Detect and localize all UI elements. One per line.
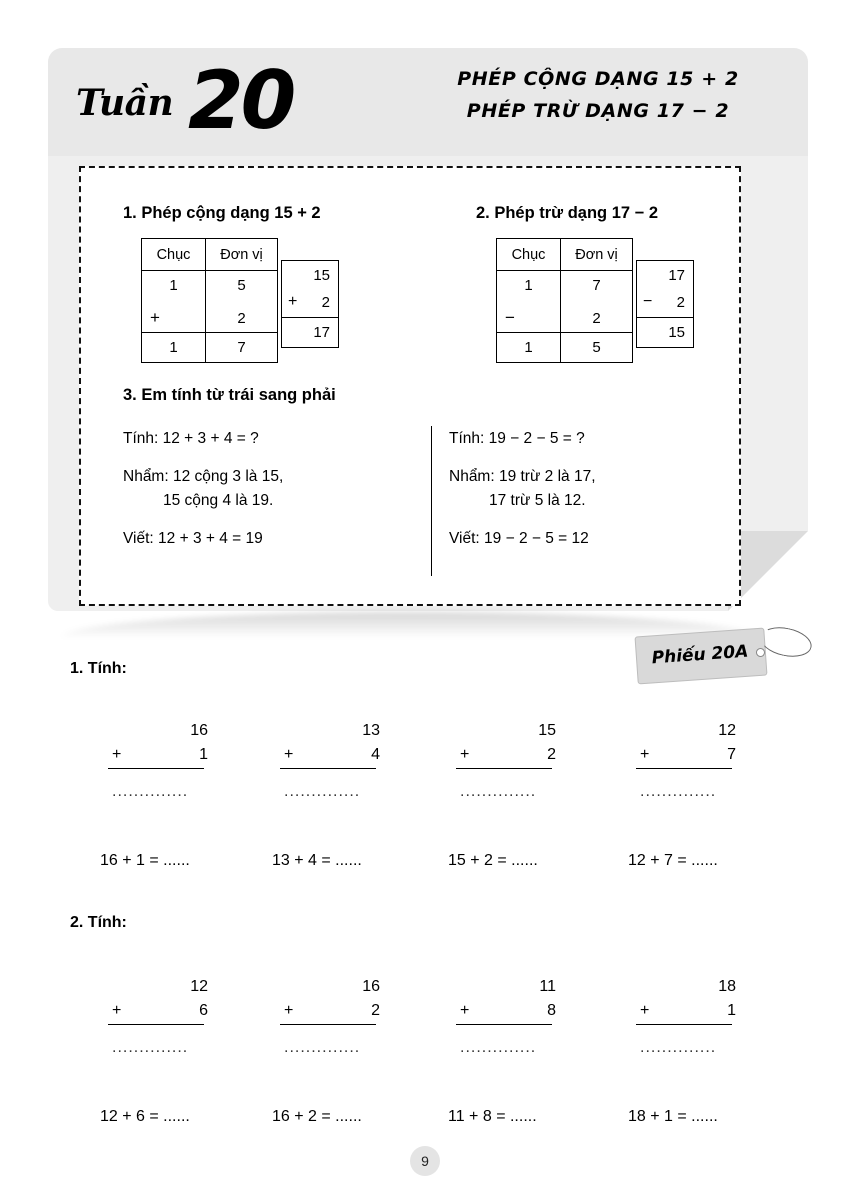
section-3-right-example xyxy=(449,430,739,568)
left-example-line-4: Viết: 12 + 3 + 4 = 19 xyxy=(123,530,263,547)
exercise-1-equation-4[interactable]: 12 + 7 = ...... xyxy=(628,852,718,869)
exercise-2-problem-4: 18 + 1 .............. xyxy=(628,978,778,1057)
page-header xyxy=(48,48,808,156)
left-example-line-2: Nhẩm: 12 cộng 3 là 15, xyxy=(123,468,284,485)
table1-addend-ones: 5 2 xyxy=(206,271,278,333)
answer-rule xyxy=(456,768,552,769)
vbox2-operator: − xyxy=(643,293,653,310)
answer-rule xyxy=(108,1024,204,1025)
vbox2-a: 17 xyxy=(668,267,685,284)
table2-diff-tens: 1 xyxy=(497,333,561,363)
answer-dots[interactable]: .............. xyxy=(284,783,361,800)
place-value-table-2 xyxy=(496,238,633,363)
table2-operator: − xyxy=(505,308,515,327)
vbox2-b: − 2 xyxy=(637,284,693,318)
header-title-line-1: PHÉP CỘNG DẠNG 15 + 2 xyxy=(457,68,739,90)
table1-addend-tens: 1 + xyxy=(142,271,206,333)
table2-head-ones: Đơn vị xyxy=(561,239,633,271)
operator-sign: + xyxy=(112,1002,122,1019)
answer-dots[interactable]: .............. xyxy=(460,1039,537,1056)
table1-head-tens: Chục xyxy=(142,239,206,271)
section-3-left-example xyxy=(123,430,423,568)
vbox1-result: 17 xyxy=(313,324,330,341)
table1-sum-ones: 7 xyxy=(206,333,278,363)
exercise-2-equation-3[interactable]: 11 + 8 = ...... xyxy=(448,1108,537,1125)
lesson-dashed-box xyxy=(79,166,741,606)
answer-dots[interactable]: .............. xyxy=(460,783,537,800)
exercise-2-title: 2. Tính: xyxy=(70,914,127,931)
exercise-2-equation-4[interactable]: 18 + 1 = ...... xyxy=(628,1108,718,1125)
week-number: 20 xyxy=(188,54,294,147)
vertical-sum-box-2 xyxy=(636,260,694,348)
exercise-1-title: 1. Tính: xyxy=(70,660,127,677)
vbox1-b: + 2 xyxy=(282,284,338,318)
worksheet-tag-label: Phiếu 20A xyxy=(651,641,749,669)
section-2-title: 2. Phép trừ dạng 17 − 2 xyxy=(476,204,659,222)
vertical-sum-box-1 xyxy=(281,260,339,348)
answer-dots[interactable]: .............. xyxy=(640,1039,717,1056)
left-example-line-3: 15 cộng 4 là 19. xyxy=(163,492,274,509)
table2-minuend-tens: 1 − xyxy=(497,271,561,333)
operator-sign: + xyxy=(112,746,122,763)
answer-rule xyxy=(280,1024,376,1025)
right-example-line-3: 17 trừ 5 là 12. xyxy=(489,492,586,509)
answer-rule xyxy=(636,768,732,769)
answer-rule xyxy=(280,768,376,769)
section-3-divider xyxy=(431,426,432,576)
exercise-1-problem-2: 13 + 4 .............. xyxy=(272,722,422,801)
answer-rule xyxy=(636,1024,732,1025)
right-example-line-2: Nhẩm: 19 trừ 2 là 17, xyxy=(449,468,596,485)
table2-minuend-ones: 7 2 xyxy=(561,271,633,333)
vbox2-result: 15 xyxy=(668,324,685,341)
section-3-title: 3. Em tính từ trái sang phải xyxy=(123,386,336,404)
exercise-1-equation-3[interactable]: 15 + 2 = ...... xyxy=(448,852,538,869)
vbox1-a: 15 xyxy=(313,267,330,284)
left-example-line-1: Tính: 12 + 3 + 4 = ? xyxy=(123,430,259,447)
week-word: Tuần xyxy=(76,82,174,124)
answer-dots[interactable]: .............. xyxy=(284,1039,361,1056)
exercise-1-equation-2[interactable]: 13 + 4 = ...... xyxy=(272,852,362,869)
page-number: 9 xyxy=(410,1146,440,1176)
header-titles xyxy=(408,68,788,132)
exercise-2-problem-3: 11 + 8 .............. xyxy=(448,978,598,1057)
table2-diff-ones: 5 xyxy=(561,333,633,363)
header-title-line-2: PHÉP TRỪ DẠNG 17 − 2 xyxy=(466,100,730,122)
exercise-2-equation-2[interactable]: 16 + 2 = ...... xyxy=(272,1108,362,1125)
answer-rule xyxy=(108,768,204,769)
exercise-2-equation-1[interactable]: 12 + 6 = ...... xyxy=(100,1108,190,1125)
table1-operator: + xyxy=(150,308,160,327)
table1-sum-tens: 1 xyxy=(142,333,206,363)
right-example-line-4: Viết: 19 − 2 − 5 = 12 xyxy=(449,530,589,547)
exercise-1-equation-1[interactable]: 16 + 1 = ...... xyxy=(100,852,190,869)
answer-dots[interactable]: .............. xyxy=(112,783,189,800)
answer-dots[interactable]: .............. xyxy=(640,783,717,800)
exercise-1-problem-3: 15 + 2 .............. xyxy=(448,722,598,801)
table1-head-ones: Đơn vị xyxy=(206,239,278,271)
operator-sign: + xyxy=(284,1002,294,1019)
operator-sign: + xyxy=(460,746,470,763)
operator-sign: + xyxy=(640,1002,650,1019)
exercise-2-problem-1: 12 + 6 .............. xyxy=(100,978,250,1057)
table2-head-tens: Chục xyxy=(497,239,561,271)
answer-dots[interactable]: .............. xyxy=(112,1039,189,1056)
exercise-2-problem-2: 16 + 2 .............. xyxy=(272,978,422,1057)
vbox1-operator: + xyxy=(288,293,298,310)
exercise-1-problem-4: 12 + 7 .............. xyxy=(628,722,778,801)
operator-sign: + xyxy=(640,746,650,763)
right-example-line-1: Tính: 19 − 2 − 5 = ? xyxy=(449,430,585,447)
operator-sign: + xyxy=(284,746,294,763)
exercise-1-problem-1: 16 + 1 .............. xyxy=(100,722,250,801)
answer-rule xyxy=(456,1024,552,1025)
place-value-table-1 xyxy=(141,238,278,363)
operator-sign: + xyxy=(460,1002,470,1019)
section-1-title: 1. Phép cộng dạng 15 + 2 xyxy=(123,204,321,222)
